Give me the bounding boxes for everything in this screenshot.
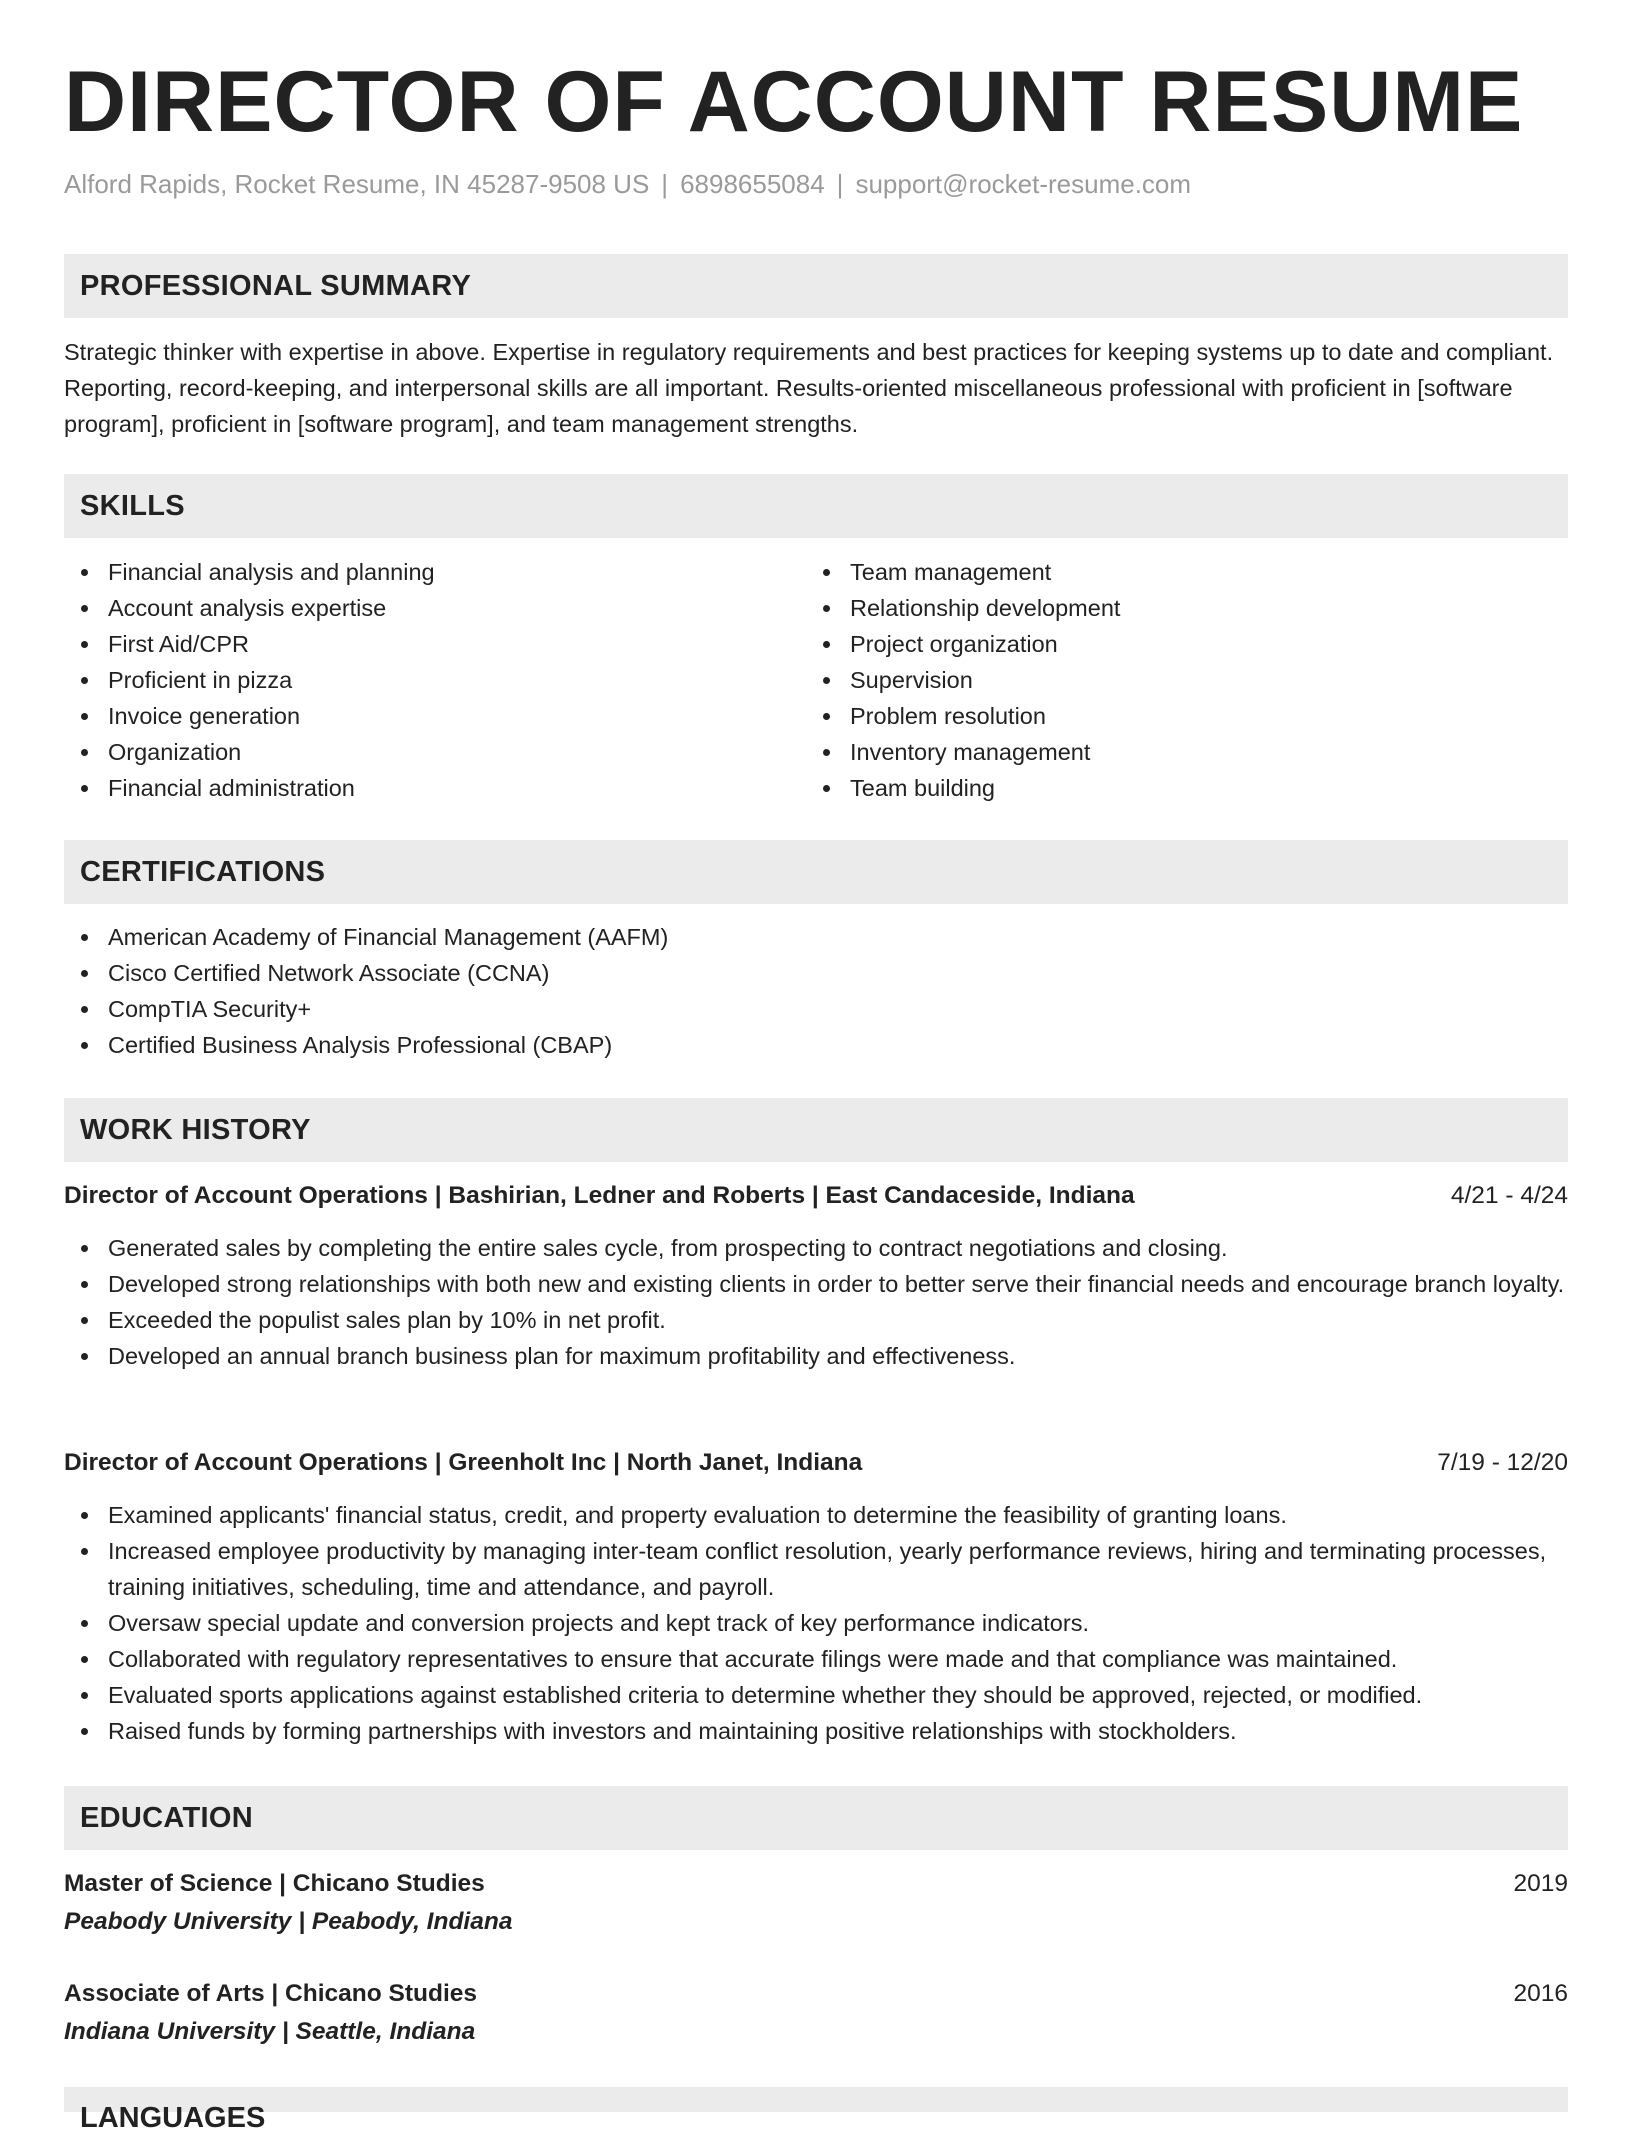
skill-item: Inventory management: [806, 734, 1546, 770]
job-header: [64, 1177, 1568, 1215]
resume-title: DIRECTOR OF ACCOUNT RESUME: [64, 54, 1524, 150]
education-degree: Master of Science | Chicano Studies: [64, 1870, 485, 1897]
contact-separator: |: [661, 169, 669, 199]
job-bullet: Examined applicants' financial status, credit, and property evaluation to determine the feasibility of granting loans.: [64, 1497, 1568, 1533]
section-heading-work-history: WORK HISTORY: [64, 1098, 1568, 1162]
education-header: [64, 1865, 1568, 1903]
education-year: 2016: [1513, 1980, 1568, 2007]
certification-item: CompTIA Security+: [64, 991, 1568, 1027]
job-bullet: Developed strong relationships with both new and existing clients in order to better serve their financial needs and encourage branch loyalty.: [64, 1266, 1568, 1302]
skill-item: Proficient in pizza: [64, 662, 804, 698]
education-entry: [64, 1865, 1568, 1941]
contact-email: support@rocket-resume.com: [855, 169, 1192, 199]
contact-line: [64, 164, 1191, 204]
summary-text: Strategic thinker with expertise in above. Expertise in regulatory requirements and best practices for keeping systems up to date and compliant. Reporting, record-keeping, and interpersonal skills are all important. Results-oriented miscellaneous professional with proficient in [software program], proficient in [software program], and team management strengths.: [64, 339, 1554, 437]
job-header: [64, 1444, 1568, 1482]
section-heading-skills: SKILLS: [64, 474, 1568, 538]
education-year: 2019: [1513, 1870, 1568, 1897]
section-heading-languages-label: LANGUAGES: [80, 2102, 266, 2134]
skill-item: Financial analysis and planning: [64, 554, 804, 590]
job-title: Director of Account Operations | Bashirian, Ledner and Roberts | East Candaceside, Indiana: [64, 1182, 1135, 1209]
education-school: Peabody University | Peabody, Indiana: [64, 1908, 513, 1935]
job-bullet: Evaluated sports applications against established criteria to determine whether they should be approved, rejected, or modified.: [64, 1677, 1568, 1713]
skills-list-left: [64, 554, 804, 806]
skills-list-right: [806, 554, 1546, 806]
job-entry: [64, 1177, 1568, 1374]
skill-item: Financial administration: [64, 770, 804, 806]
education-school: Indiana University | Seattle, Indiana: [64, 2018, 476, 2045]
certification-item: Certified Business Analysis Professional (CBAP): [64, 1027, 1568, 1063]
job-bullet: Developed an annual branch business plan for maximum profitability and effectiveness.: [64, 1338, 1568, 1374]
skill-item: Problem resolution: [806, 698, 1546, 734]
skill-item: Team management: [806, 554, 1546, 590]
certifications-block: [64, 919, 1568, 1063]
skill-item: Organization: [64, 734, 804, 770]
job-bullets: [64, 1497, 1568, 1749]
job-bullet: Raised funds by forming partnerships with investors and maintaining positive relationships with stockholders.: [64, 1713, 1568, 1749]
skill-item: Team building: [806, 770, 1546, 806]
section-heading-certifications: CERTIFICATIONS: [64, 840, 1568, 904]
skill-item: Project organization: [806, 626, 1546, 662]
job-entry: [64, 1444, 1568, 1749]
education-degree: Associate of Arts | Chicano Studies: [64, 1980, 478, 2007]
job-bullet: Generated sales by completing the entire sales cycle, from prospecting to contract negotiations and closing.: [64, 1230, 1568, 1266]
job-bullets: [64, 1230, 1568, 1374]
contact-separator: |: [836, 169, 844, 199]
skill-item: Relationship development: [806, 590, 1546, 626]
skill-item: Invoice generation: [64, 698, 804, 734]
job-bullet: Collaborated with regulatory representatives to ensure that accurate filings were made and that compliance was maintained.: [64, 1641, 1568, 1677]
job-bullet: Increased employee productivity by managing inter-team conflict resolution, yearly performance reviews, hiring and terminating processes, training initiatives, scheduling, time and attendance, and payroll.: [64, 1533, 1568, 1605]
education-entry: [64, 1975, 1568, 2051]
contact-address: Alford Rapids, Rocket Resume, IN 45287-9508 US: [64, 169, 650, 199]
certification-item: American Academy of Financial Management (AAFM): [64, 919, 1568, 955]
skill-item: Account analysis expertise: [64, 590, 804, 626]
section-heading-summary: PROFESSIONAL SUMMARY: [64, 254, 1568, 318]
job-dates: 4/21 - 4/24: [1450, 1182, 1568, 1209]
education-header: [64, 1975, 1568, 2013]
certification-item: Cisco Certified Network Associate (CCNA): [64, 955, 1568, 991]
summary-block: [64, 334, 1568, 442]
job-title: Director of Account Operations | Greenholt Inc | North Janet, Indiana: [64, 1449, 863, 1476]
job-bullet: Exceeded the populist sales plan by 10% in net profit.: [64, 1302, 1568, 1338]
skill-item: Supervision: [806, 662, 1546, 698]
section-heading-languages: [64, 2087, 1568, 2134]
skills-block: [64, 554, 1568, 814]
section-heading-education: EDUCATION: [64, 1786, 1568, 1850]
job-bullet: Oversaw special update and conversion projects and kept track of key performance indicators.: [64, 1605, 1568, 1641]
skill-item: First Aid/CPR: [64, 626, 804, 662]
job-dates: 7/19 - 12/20: [1437, 1449, 1568, 1476]
contact-phone: 6898655084: [680, 169, 825, 199]
certifications-list: [64, 919, 1568, 1063]
